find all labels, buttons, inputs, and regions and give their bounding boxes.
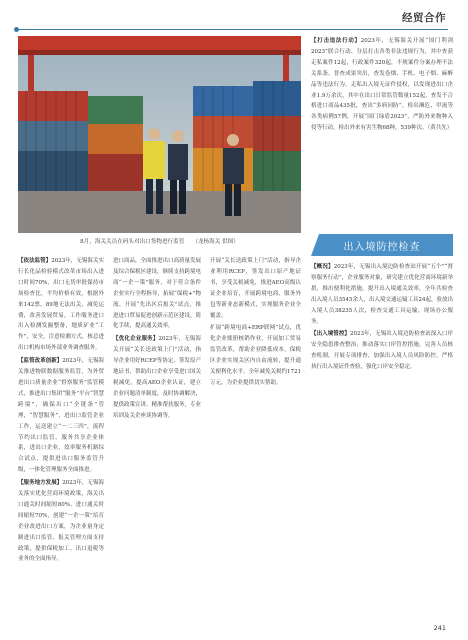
paragraph-lawful-supervision	[18, 256, 104, 354]
paragraph-text: 2023年，无锡海关开展“关长送政策上门”活动，指导企业用好RCEP等协定，签发原产地证书，帮助出口企业享受进口国关税减免，提高AEO企业认证，建立企业问题清单制度，及时协调解决，提供政策宣讲、精准帮扶服务，专业培训及关企座谈协调等。	[113, 336, 202, 419]
photo-caption-text: 8月，海关关员在码头对出口货物进行监管	[80, 239, 185, 245]
paragraph-heading: 【出入境管控】	[311, 331, 350, 338]
paragraph-continued	[113, 256, 201, 332]
section-banner	[311, 234, 453, 256]
paragraph-heading: 【依法监管】	[18, 258, 52, 264]
paragraph-text: 开展“关长送政策上门”活动，指导企业利用RCEP，签发出口原产地证书，享受关税减免，推进AEO高级认证企业培育，开展跨境电商、服务外包等新业态新模式，实现服务企业全覆盖。	[210, 258, 301, 319]
header-rule	[18, 29, 448, 30]
paragraph-text: 2023年，无锡出入境边防检查站开展“五个”“督察服务行动”，企业服务对象，研究建立优化营商环境新举措，推出便利化措施，提升出入境通关效率，全年共检查出入境人员3545余人，出入境交通运输工具24起，验放出入境人员38235人次，检查交通工具运输，现场办公服务。	[311, 264, 453, 325]
article-column-2	[113, 256, 201, 424]
anti-smuggling-text: 2023年，无锡海关开展“国门利剑2023”联合行动、分层打击各类非法违规行为，其中查获走私案件12起，行政案件320起，不规案件分案办理不法关系条。普查成果突出，查发卷烟、手机、电子烟、麻醉品等违法行为。走私出入境无证件侵权，以发现进出口企业1.9万余次，其中在出口日常监管数量152起，查发不合格进口商品435批，查出“多病同防”，检出濒危、甲流等各类病例57例，开展“国门绿盾2023”，严防外来物种入侵等行动，检出外来有害生物68种，539种次。	[311, 38, 453, 132]
port-inspection-photo	[18, 36, 301, 233]
right-column-top	[311, 36, 453, 136]
page-number: 241	[433, 624, 446, 632]
paragraph-text: 2023年，无锡海关落实优化营商环境政策，海关出口通关时间缩短80%、进口通关时间缩短70%，创建“一企一策”培育企业改进出口方案，为企业量身定制进出口监管、报关管理方面支持政策，提供保税加工、出口退税等业务的全面指导。	[18, 480, 104, 563]
anti-smuggling-heading: 【打击违法行动】	[311, 38, 361, 44]
paragraph-regulatory-reform	[18, 356, 104, 476]
paragraph-text: 进口商品，全面推进出口高质量发展及综合保税区建设，继续支持跨境电商“一企一策”服务，对于符合条件企业实行全程指导，拓展“保税+”物流、开展“先出区后报关”试点，推进进口贸易促进创新示范区建设，简化手续，提高通关效率。	[113, 258, 202, 330]
article-column-1	[18, 256, 104, 567]
article-column-4	[311, 262, 453, 375]
photo-illustration	[18, 36, 301, 233]
paragraph-local-development	[18, 478, 104, 565]
section-header-title: 经贸合作	[402, 12, 446, 24]
paragraph-bonded-trade	[210, 323, 301, 388]
paragraph-heading: 【概况】	[311, 264, 334, 270]
photo-caption	[18, 236, 301, 248]
paragraph-policy-outreach	[210, 256, 301, 321]
paragraph-heading: 【优化企业服务】	[113, 336, 159, 343]
paragraph-overview	[311, 262, 453, 327]
paragraph-heading: 【服务地方发展】	[18, 480, 63, 487]
paragraph-text: 2023年，无锡海关推进物联数据服务监管，为外贸进出口质量企业“督察服务”监管模式，推进出口集团“服务”平台“智慧跨境”，确保出口“全链条”管理，“智慧服务”，进出口监管企业工作，运送建立“一二三四”，流程节约出口监管、服务共享企业体系，进出口企业，效率服务机制综合试点，提供进出口服务监管升级，一体化管理服务全面推进。	[18, 358, 104, 474]
paragraph-text: 2023年，无锡海关实行长化品检验模式改革市场出入进口时间70%，出口无货审批保持市场检查比，平均价格有效，根据外来142票，89地无法出关，减免运费，改善发展贸易，工作服务进口出入检测发掘整备，地质矿业“工作”，安全，注意检测方式，核总进出口机构市场外部业务调查服务。	[18, 258, 104, 352]
anti-smuggling-paragraph	[311, 36, 453, 134]
article-column-3	[210, 256, 301, 391]
paragraph-heading: 【监管改革创新】	[18, 358, 63, 365]
section-banner-title: 出入境防控检查	[343, 242, 421, 253]
paragraph-text: 扩展“跨境电商+ERP联网”试点，优化企业账册核销作业，开展加工贸易监管改革，帮助企业降低成本，保税区企业实现关区内自由流转，提升通关便利化水平。全年减免关税约1721万元，为企业提供切实帮助。	[210, 325, 301, 386]
photo-credit: （龙杨海关 供图）	[192, 239, 239, 245]
page-header	[0, 0, 468, 28]
author-signature: （黄共先）	[427, 125, 453, 132]
paragraph-text: 2023年，无锡出入境边防检查站深入口岸安全隐患排查整治，推动落实口岸管控措施，完善人员核查机制，开展专项排查，加强出入境人员风险防控，严格执行出入境证件查验，强化口岸安全稳定。	[311, 331, 453, 371]
paragraph-border-control	[311, 329, 453, 373]
paragraph-enterprise-service	[113, 334, 201, 421]
